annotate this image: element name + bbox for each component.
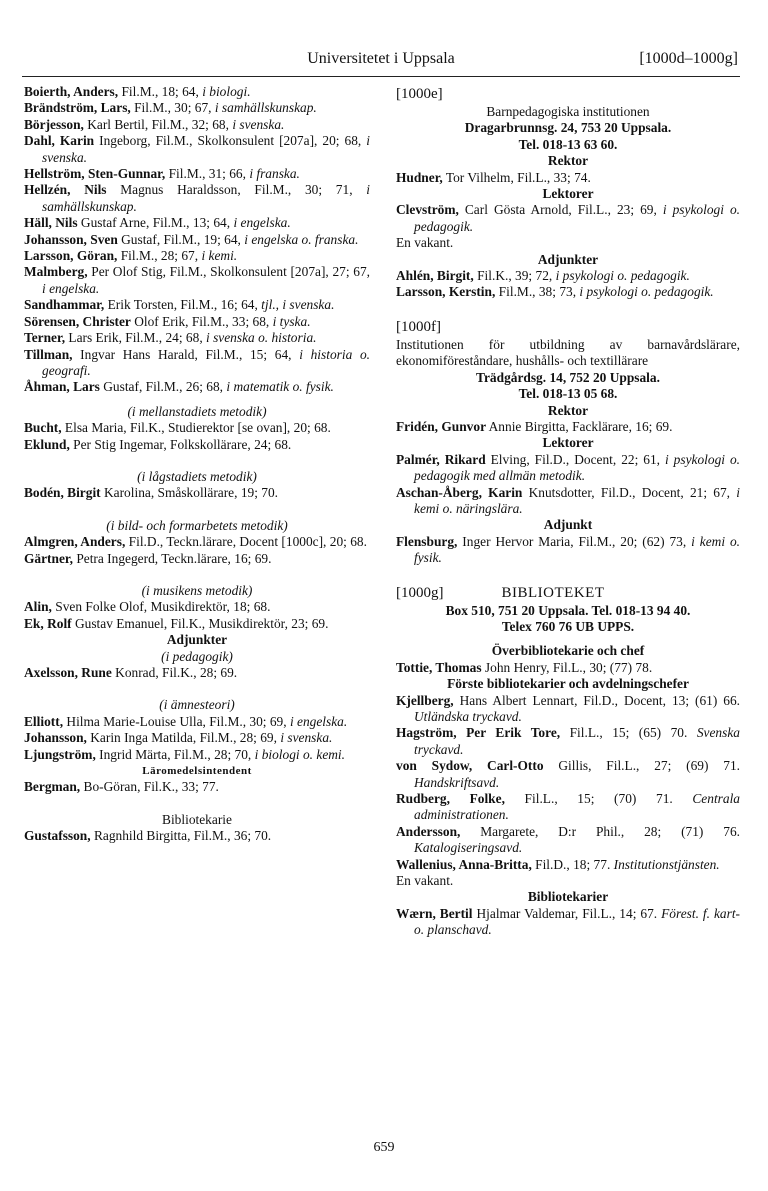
subsection-heading: (i ämnesteori) bbox=[159, 697, 235, 713]
staff-entry bbox=[24, 215, 370, 231]
person-name: Bergman, bbox=[24, 779, 81, 795]
section-heading: Rektor bbox=[547, 402, 589, 418]
person-details: John Henry, Fil.L., 30; (77) 78. bbox=[481, 659, 653, 675]
person-name: Palmér, Rikard bbox=[396, 451, 486, 467]
staff-entry bbox=[396, 906, 740, 939]
entry-list bbox=[24, 485, 370, 501]
person-name: Clevström, bbox=[396, 202, 459, 218]
person-name: Wærn, Bertil bbox=[396, 905, 473, 921]
header-rule bbox=[22, 76, 740, 77]
person-name: Aschan-Åberg, Karin bbox=[396, 484, 523, 500]
person-subject: i svenska. bbox=[280, 730, 333, 746]
person-name: von Sydow, Carl-Otto bbox=[396, 758, 544, 774]
staff-entry bbox=[24, 379, 370, 395]
staff-entry bbox=[24, 84, 370, 100]
person-details: Magnus Haraldsson, Fil.M., 30; 71, bbox=[106, 182, 367, 198]
staff-entry bbox=[396, 660, 740, 676]
person-name: Brändström, Lars, bbox=[24, 100, 131, 116]
entry-list bbox=[24, 534, 370, 567]
staff-entry bbox=[396, 857, 740, 873]
person-details: Sven Folke Olof, Musikdirektör, 18; 68. bbox=[51, 599, 271, 615]
person-subject: Förest. f. kart- o. planschavd. bbox=[414, 905, 740, 938]
person-subject: i svenska. bbox=[42, 133, 370, 165]
person-subject: i svenska. bbox=[232, 116, 285, 132]
person-details: Fil.L., 15; (65) 70. bbox=[560, 725, 697, 741]
staff-entry bbox=[396, 693, 740, 726]
right-column bbox=[396, 84, 740, 939]
person-subject: i psykologi o. pedagogik. bbox=[579, 284, 714, 300]
staff-entry bbox=[396, 268, 740, 284]
person-subject: i matematik o. fysik. bbox=[226, 379, 334, 395]
person-subject: i historia o. geografi. bbox=[42, 346, 370, 378]
person-subject: i svenska o. historia. bbox=[206, 330, 317, 346]
staff-entry bbox=[396, 725, 740, 758]
person-details: Per Olof Stig, Fil.M., Skolkonsulent [207a], 27; 67, bbox=[87, 264, 370, 280]
person-subject: i kemi o. näringslära. bbox=[414, 484, 740, 516]
section-heading: Adjunkt bbox=[543, 517, 593, 533]
person-details: Elving, Fil.D., Docent, 22; 61, bbox=[485, 451, 665, 467]
entry-list bbox=[24, 420, 370, 453]
entry-list bbox=[396, 268, 740, 301]
entry-list bbox=[396, 693, 740, 890]
person-name: Boierth, Anders, bbox=[24, 84, 119, 99]
entry-list bbox=[396, 906, 740, 939]
person-name: Almgren, Anders, bbox=[24, 534, 126, 550]
person-name: Axelsson, Rune bbox=[24, 665, 112, 680]
person-name: Tillman, bbox=[24, 346, 73, 362]
entry-list bbox=[396, 534, 740, 567]
person-subject: i engelska o. franska. bbox=[244, 231, 359, 247]
entry-list bbox=[396, 452, 740, 518]
person-name: Bucht, bbox=[24, 420, 62, 436]
person-details: Fil.M., 38; 73, bbox=[495, 284, 580, 300]
person-name: Malmberg, bbox=[24, 264, 88, 280]
entry-list bbox=[396, 170, 740, 186]
section-heading: Överbibliotekarie och chef bbox=[491, 643, 645, 659]
person-name: Johansson, bbox=[24, 730, 87, 746]
entry-list bbox=[396, 202, 740, 251]
entry-list bbox=[396, 660, 740, 676]
person-details: Gustaf, Fil.M., 19; 64, bbox=[117, 231, 245, 247]
person-details: Ingrid Märta, Fil.M., 28; 70, bbox=[95, 746, 255, 762]
section-code: [1000e] bbox=[396, 86, 443, 102]
person-subject: i biologi o. kemi. bbox=[254, 746, 345, 762]
person-details: Fil.D., Teckn.lärare, Docent [1000c], 20; 68. bbox=[125, 534, 367, 550]
person-details: Karin Inga Matilda, Fil.M., 28; 69, bbox=[86, 730, 281, 746]
library-header bbox=[396, 583, 740, 603]
person-name: Rudberg, Folke, bbox=[396, 791, 505, 807]
person-details: Fil.M., 31; 66, bbox=[165, 166, 250, 182]
staff-entry bbox=[24, 314, 370, 330]
person-details: Konrad, Fil.K., 28; 69. bbox=[111, 665, 238, 680]
person-subject: i engelska. bbox=[289, 713, 348, 729]
person-subject: Handskriftsavd. bbox=[414, 774, 500, 790]
staff-entry bbox=[24, 264, 370, 297]
person-details: Fil.D., 18; 77. bbox=[531, 856, 614, 872]
person-name: Dahl, Karin bbox=[24, 133, 95, 149]
institution-phone: Tel. 018-13 05 68. bbox=[518, 386, 618, 402]
person-details: Hjalmar Valdemar, Fil.L., 14; 67. bbox=[472, 905, 662, 921]
section-heading: Bibliotekarie bbox=[162, 811, 232, 827]
person-details: Lars Erik, Fil.M., 24; 68, bbox=[65, 330, 207, 346]
person-subject: i samhällskunskap. bbox=[214, 100, 317, 116]
person-subject: i engelska. bbox=[233, 215, 291, 231]
section-range: [1000d–1000g] bbox=[639, 50, 738, 67]
subsection-heading: (i lågstadiets metodik) bbox=[137, 468, 257, 484]
person-details: Elsa Maria, Fil.K., Studierektor [se ovan], 20; 68. bbox=[61, 420, 331, 436]
person-subject: Centrala administrationen. bbox=[414, 791, 740, 823]
staff-entry bbox=[24, 437, 370, 453]
section-heading: Bibliotekarier bbox=[527, 889, 609, 905]
person-details: Bo-Göran, Fil.K., 33; 77. bbox=[80, 779, 219, 795]
person-subject: i biologi. bbox=[202, 84, 251, 99]
person-details: Margarete, D:r Phil., 28; (71) 76. bbox=[460, 823, 740, 839]
staff-entry bbox=[24, 747, 370, 763]
person-name: Bodén, Birgit bbox=[24, 485, 101, 501]
section-heading: Lektorer bbox=[542, 186, 594, 202]
staff-entry bbox=[396, 170, 740, 186]
entry-list bbox=[396, 419, 740, 435]
person-details: Fil.L., 15; (70) 71. bbox=[504, 791, 693, 807]
person-name: Larsson, Göran, bbox=[24, 248, 118, 264]
staff-entry bbox=[24, 599, 370, 615]
page-title: Universitetet i Uppsala bbox=[307, 50, 455, 67]
person-details: Gillis, Fil.L., 27; (69) 71. bbox=[543, 758, 740, 774]
person-details: Gustaf Arne, Fil.M., 13; 64, bbox=[77, 215, 234, 231]
person-name: Gärtner, bbox=[24, 550, 73, 566]
library-title: BIBLIOTEKET bbox=[501, 584, 605, 601]
person-details: Petra Ingegerd, Teckn.lärare, 16; 69. bbox=[72, 550, 272, 566]
staff-entry bbox=[396, 284, 740, 300]
person-name: Wallenius, Anna-Britta, bbox=[396, 856, 532, 872]
staff-entry bbox=[396, 534, 740, 567]
section-heading: Förste bibliotekarier och avdelningschefer bbox=[447, 676, 689, 692]
person-details: Ingvar Hans Harald, Fil.M., 15; 64, bbox=[72, 346, 300, 362]
person-name: Johansson, Sven bbox=[24, 231, 118, 247]
person-name: Terner, bbox=[24, 330, 66, 346]
person-details: Hans Albert Lennart, Fil.D., Docent, 13; (61) 66. bbox=[453, 692, 740, 708]
staff-entry bbox=[24, 248, 370, 264]
library-address: Box 510, 751 20 Uppsala. Tel. 018-13 94 40. bbox=[445, 602, 691, 618]
person-details: Karolina, Småskollärare, 19; 70. bbox=[100, 485, 279, 501]
person-subject: Svenska tryckavd. bbox=[414, 725, 740, 757]
staff-entry bbox=[24, 828, 370, 844]
person-subject: i kemi. bbox=[201, 248, 238, 264]
staff-entry bbox=[24, 166, 370, 182]
person-name: Hellström, Sten-Gunnar, bbox=[24, 166, 166, 182]
staff-entry bbox=[24, 347, 370, 380]
person-name: Alin, bbox=[24, 599, 52, 615]
person-name: Kjellberg, bbox=[396, 692, 454, 708]
person-subject: tjl., i svenska. bbox=[261, 297, 335, 313]
staff-entry bbox=[396, 419, 740, 435]
section-heading: Adjunkter bbox=[537, 251, 599, 267]
person-subject: i kemi o. fysik. bbox=[414, 533, 740, 566]
staff-entry bbox=[24, 616, 370, 632]
section-heading: Läromedelsintendent bbox=[142, 765, 252, 778]
person-name: Ek, Rolf bbox=[24, 615, 72, 631]
person-name: Larsson, Kerstin, bbox=[396, 284, 496, 300]
person-subject: Katalogiseringsavd. bbox=[414, 840, 523, 856]
staff-entry bbox=[24, 100, 370, 116]
subsection-heading: (i bild- och formarbetets metodik) bbox=[106, 517, 288, 533]
person-subject: i psykologi o. pedagogik. bbox=[414, 202, 741, 234]
person-name: Hudner, bbox=[396, 169, 443, 185]
section-heading: Lektorer bbox=[542, 435, 594, 451]
institution-address: Dragarbrunnsg. 24, 753 20 Uppsala. bbox=[464, 120, 672, 136]
person-details: Fil.M., 30; 67, bbox=[130, 100, 215, 116]
staff-entry bbox=[24, 117, 370, 133]
staff-entry bbox=[24, 133, 370, 166]
person-details: Gustaf, Fil.M., 26; 68, bbox=[99, 379, 227, 395]
person-subject: i psykologi o. pedagogik. bbox=[555, 268, 690, 284]
entry-list bbox=[24, 779, 370, 795]
staff-entry bbox=[24, 420, 370, 436]
entry-list bbox=[24, 828, 370, 844]
person-name: Hagström, Per Erik Tore, bbox=[396, 725, 561, 741]
staff-entry bbox=[24, 534, 370, 550]
person-details: Knutsdotter, Fil.D., Docent, 21; 67, bbox=[522, 484, 737, 500]
institution-name: Barnpedagogiska institutionen bbox=[486, 104, 650, 119]
person-name: Sörensen, Christer bbox=[24, 313, 131, 329]
staff-entry bbox=[396, 824, 740, 857]
subsection-heading: (i mellanstadiets metodik) bbox=[127, 403, 267, 419]
person-details: Ragnhild Birgitta, Fil.M., 36; 70. bbox=[90, 828, 272, 844]
person-details: Fil.M., 28; 67, bbox=[117, 248, 202, 264]
person-details: Carl Gösta Arnold, Fil.L., 23; 69, bbox=[458, 202, 663, 218]
staff-entry bbox=[24, 779, 370, 795]
staff-entry bbox=[396, 202, 740, 235]
person-details: Annie Birgitta, Facklärare, 16; 69. bbox=[486, 418, 673, 434]
person-name: Gustafsson, bbox=[24, 828, 91, 844]
staff-entry bbox=[24, 330, 370, 346]
staff-entry bbox=[24, 730, 370, 746]
person-details: Olof Erik, Fil.M., 33; 68, bbox=[130, 313, 273, 329]
staff-entry bbox=[396, 235, 740, 251]
person-subject: Utländska tryckavd. bbox=[414, 709, 522, 724]
entry-list bbox=[24, 714, 370, 763]
left-column bbox=[24, 84, 370, 845]
person-name: Eklund, bbox=[24, 436, 70, 452]
person-name: Fridén, Gunvor bbox=[396, 418, 487, 434]
person-details: Per Stig Ingemar, Folkskollärare, 24; 68. bbox=[69, 436, 292, 452]
staff-entry bbox=[396, 791, 740, 824]
person-name: Elliott, bbox=[24, 713, 64, 729]
person-name: Häll, Nils bbox=[24, 215, 78, 231]
person-details: Tor Vilhelm, Fil.L., 33; 74. bbox=[442, 169, 591, 185]
person-name: Flensburg, bbox=[396, 533, 458, 549]
person-details: Ingeborg, Fil.M., Skolkonsulent [207a], 20; 68, bbox=[94, 133, 367, 149]
person-name: Åhman, Lars bbox=[24, 379, 100, 395]
person-subject: i franska. bbox=[249, 166, 300, 182]
entry-list bbox=[24, 665, 370, 681]
person-name: Ahlén, Birgit, bbox=[396, 268, 474, 284]
staff-entry bbox=[24, 665, 370, 681]
person-details: Fil.M., 18; 64, bbox=[118, 84, 203, 99]
staff-entry bbox=[396, 452, 740, 485]
section-code: [1000g] bbox=[396, 584, 444, 601]
staff-entry bbox=[24, 551, 370, 567]
person-subject: Institutionstjänsten. bbox=[613, 856, 720, 872]
staff-entry bbox=[396, 758, 740, 791]
person-name: Ljungström, bbox=[24, 746, 96, 762]
staff-entry bbox=[396, 873, 740, 889]
entry-list bbox=[24, 84, 370, 396]
person-subject: i engelska. bbox=[42, 280, 100, 296]
staff-entry bbox=[396, 485, 740, 518]
section-heading: Rektor bbox=[547, 153, 589, 169]
person-name: Sandhammar, bbox=[24, 297, 105, 313]
person-details: Karl Bertil, Fil.M., 32; 68, bbox=[83, 116, 233, 132]
page-header bbox=[22, 50, 740, 74]
institution-phone: Tel. 018-13 63 60. bbox=[518, 136, 618, 152]
subsection-heading: (i musikens metodik) bbox=[141, 582, 253, 598]
person-details: Gustav Emanuel, Fil.K., Musikdirektör, 23; 69. bbox=[71, 615, 329, 631]
entry-list bbox=[24, 599, 370, 632]
section-heading: Adjunkter bbox=[166, 632, 228, 648]
staff-entry bbox=[24, 297, 370, 313]
person-details: En vakant. bbox=[396, 873, 454, 889]
person-subject: i samhällskunskap. bbox=[42, 182, 371, 214]
person-subject: i psykologi o. pedagogik med allmän metodik. bbox=[414, 451, 741, 484]
staff-entry bbox=[24, 485, 370, 501]
person-name: Börjesson, bbox=[24, 116, 84, 132]
staff-entry bbox=[24, 232, 370, 248]
person-name: Andersson, bbox=[396, 823, 461, 839]
person-details: Erik Torsten, Fil.M., 16; 64, bbox=[104, 297, 262, 313]
person-details: En vakant. bbox=[396, 235, 454, 251]
page-number: 659 bbox=[373, 1140, 395, 1155]
institution-address: Trädgårdsg. 14, 752 20 Uppsala. bbox=[476, 369, 660, 385]
staff-entry bbox=[24, 714, 370, 730]
person-name: Tottie, Thomas bbox=[396, 659, 482, 675]
person-details: Inger Hervor Maria, Fil.M., 20; (62) 73, bbox=[457, 533, 692, 549]
person-details: Hilma Marie-Louise Ulla, Fil.M., 30; 69, bbox=[63, 713, 290, 729]
person-subject: i tyska. bbox=[272, 313, 311, 329]
person-name: Hellzén, Nils bbox=[24, 182, 107, 198]
section-code: [1000f] bbox=[396, 318, 441, 335]
institution-name: Institutionen för utbildning av barnavårdslärare, ekonomiföreståndare, hushålls- och textillärare bbox=[396, 336, 740, 369]
library-telex: Telex 760 76 UB UPPS. bbox=[501, 618, 635, 634]
subsection-heading: (i pedagogik) bbox=[161, 648, 233, 664]
person-details: Fil.K., 39; 72, bbox=[473, 268, 556, 284]
staff-entry bbox=[24, 182, 370, 215]
